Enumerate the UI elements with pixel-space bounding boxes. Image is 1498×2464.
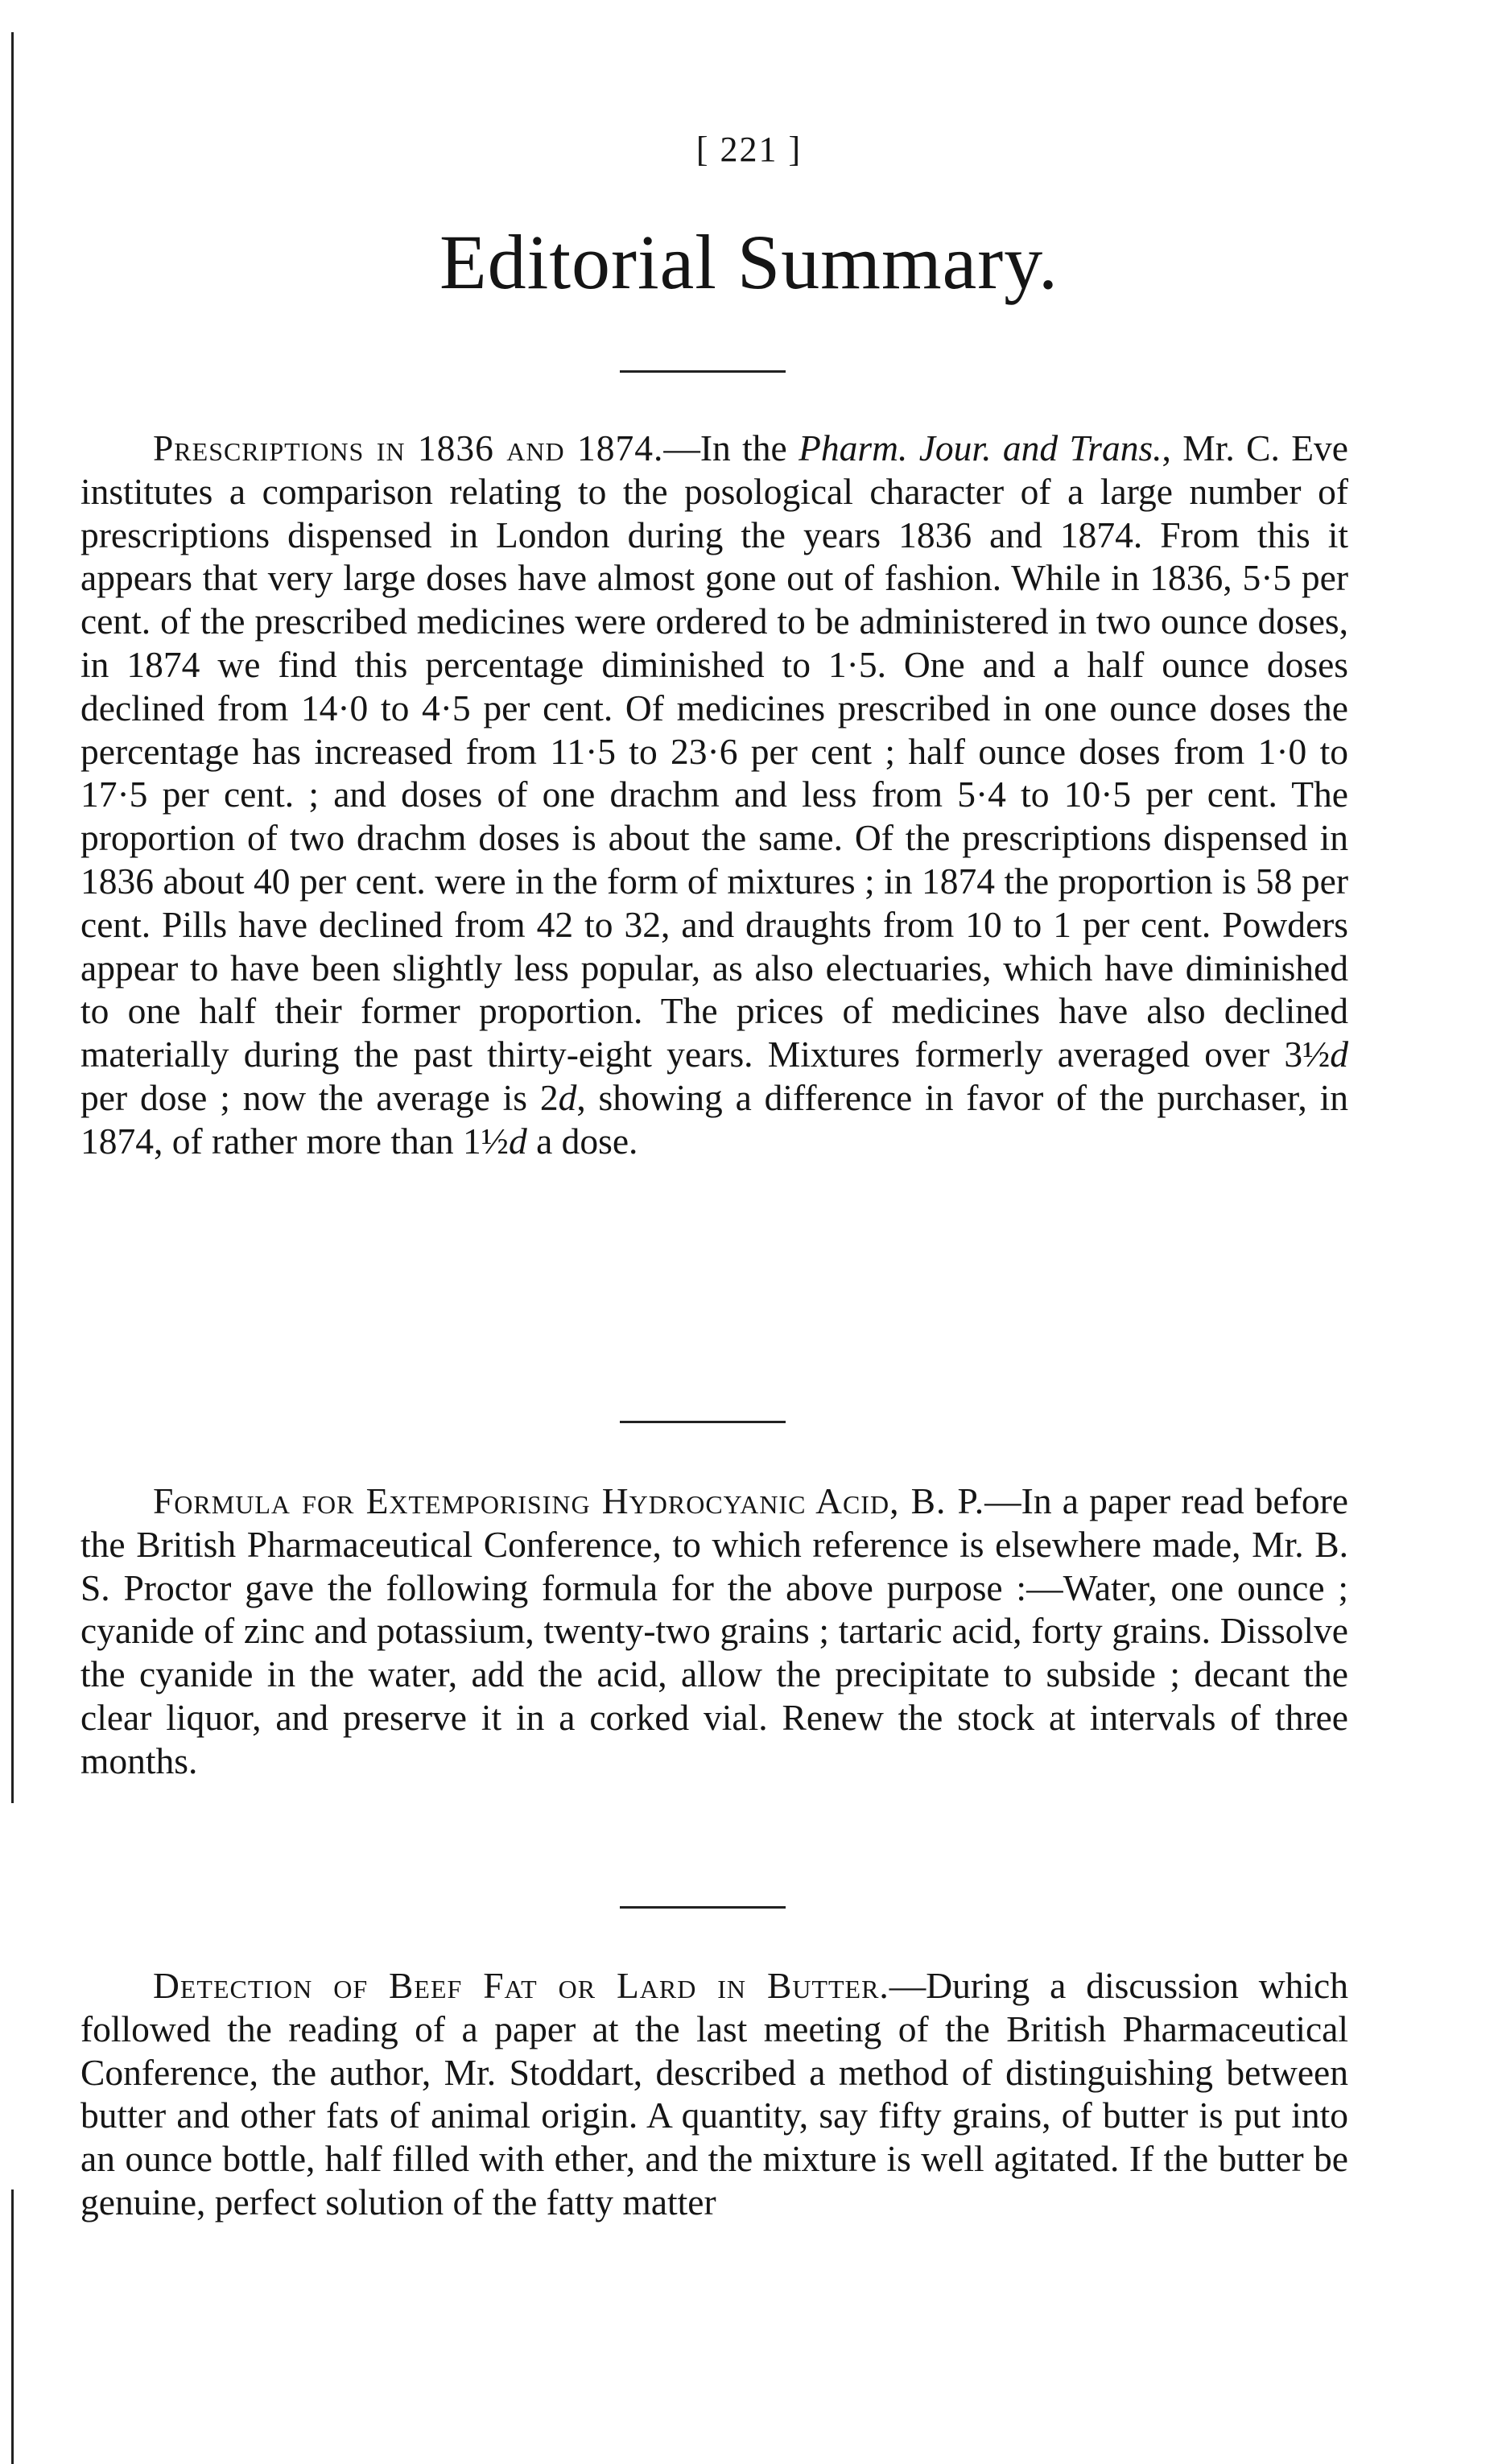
page-title: Editorial Summary.	[439, 219, 1059, 305]
unit-pence: d	[558, 1076, 577, 1118]
journal-title: Pharm. Jour. and Trans.	[799, 427, 1162, 468]
unit-pence: d	[1330, 1034, 1348, 1075]
page-number: [ 221 ]	[695, 130, 803, 169]
article-paragraph	[80, 1480, 1348, 1783]
article-text: —In a paper read before the British Pharmaceutical Conference, to which reference is elsewhere made, Mr. B. S. Proctor gave the following formula for the above purpose :—Water, one ounce ; cyanide of zinc and potassium, twenty-two grains ; tartaric acid, forty grains. Dissolve the cyanide in the water, add the acid, allow the precipitate to subside ; decant the clear liquor, and preserve it in a corked vial. Renew the stock at intervals of three months.	[80, 1480, 1349, 1781]
section-divider	[620, 370, 786, 373]
article-heading: Formula for Extemporising Hydrocyanic Acid, B. P.	[153, 1480, 985, 1521]
page-edge-rule-lower	[11, 2190, 14, 2464]
article-heading: Prescriptions in 1836 and 1874.	[153, 427, 664, 468]
article-text: , Mr. C. Eve institutes a comparison relating to the posological character of a large number of prescriptions dispensed in London during the years 1836 and 1874. From this it appears that very large doses have almost gone out of fashion. While in 1836, 5·5 per cent. of the prescribed medicines were ordered to be administered in two ounce doses, in 1874 we find this percentage diminished to 1·5. One and a half ounce doses declined from 14·0 to 4·5 per cent. Of medicines prescribed in one ounce doses the percentage has increased from 11·5 to 23·6 per cent ; half ounce doses from 1·0 to 17·5 per cent. ; and doses of one drachm and less from 5·4 to 10·5 per cent. The proportion of two drachm doses is about the same. Of the prescriptions dispensed in 1836 about 40 per cent. were in the form of mixtures ; in 1874 the proportion is 58 per cent. Pills have declined from 42 to 32, and draughts from 10 to 1 per cent. Powders appear to have been slightly less popular, as also electuaries, which have diminished to one half their former proportion. The prices of medicines have also declined materially during the past thirty-eight years. Mixtures formerly averaged over 3½	[80, 427, 1348, 1075]
article-text: —In the	[663, 427, 799, 468]
article-paragraph	[80, 427, 1348, 1163]
article-text: per dose ; now the average is 2	[80, 1076, 559, 1118]
article-text: a dose.	[526, 1120, 638, 1162]
article-butter-detection	[80, 1964, 1348, 2224]
article-hydrocyanic-acid	[80, 1480, 1348, 1783]
section-divider	[620, 1906, 786, 1909]
unit-pence: d	[508, 1120, 527, 1162]
article-paragraph	[80, 1964, 1348, 2224]
article-text: , showing a difference in favor of the purchaser, in 1874, of rather more than 1½	[80, 1076, 1348, 1162]
article-text: —During a discussion which followed the reading of a paper at the last meeting of the British Pharmaceutical Conference, the author, Mr. Stoddart, described a method of distinguishing between butter and other fats of animal origin. A quantity, say fifty grains, of butter is put into an ounce bottle, half filled with ether, and the mixture is well agitated. If the butter be genuine, perfect solution of the fatty matter	[80, 1965, 1349, 2223]
article-prescriptions	[80, 427, 1348, 1163]
article-heading: Detection of Beef Fat or Lard in Butter.	[153, 1965, 889, 2006]
section-divider	[620, 1421, 786, 1423]
